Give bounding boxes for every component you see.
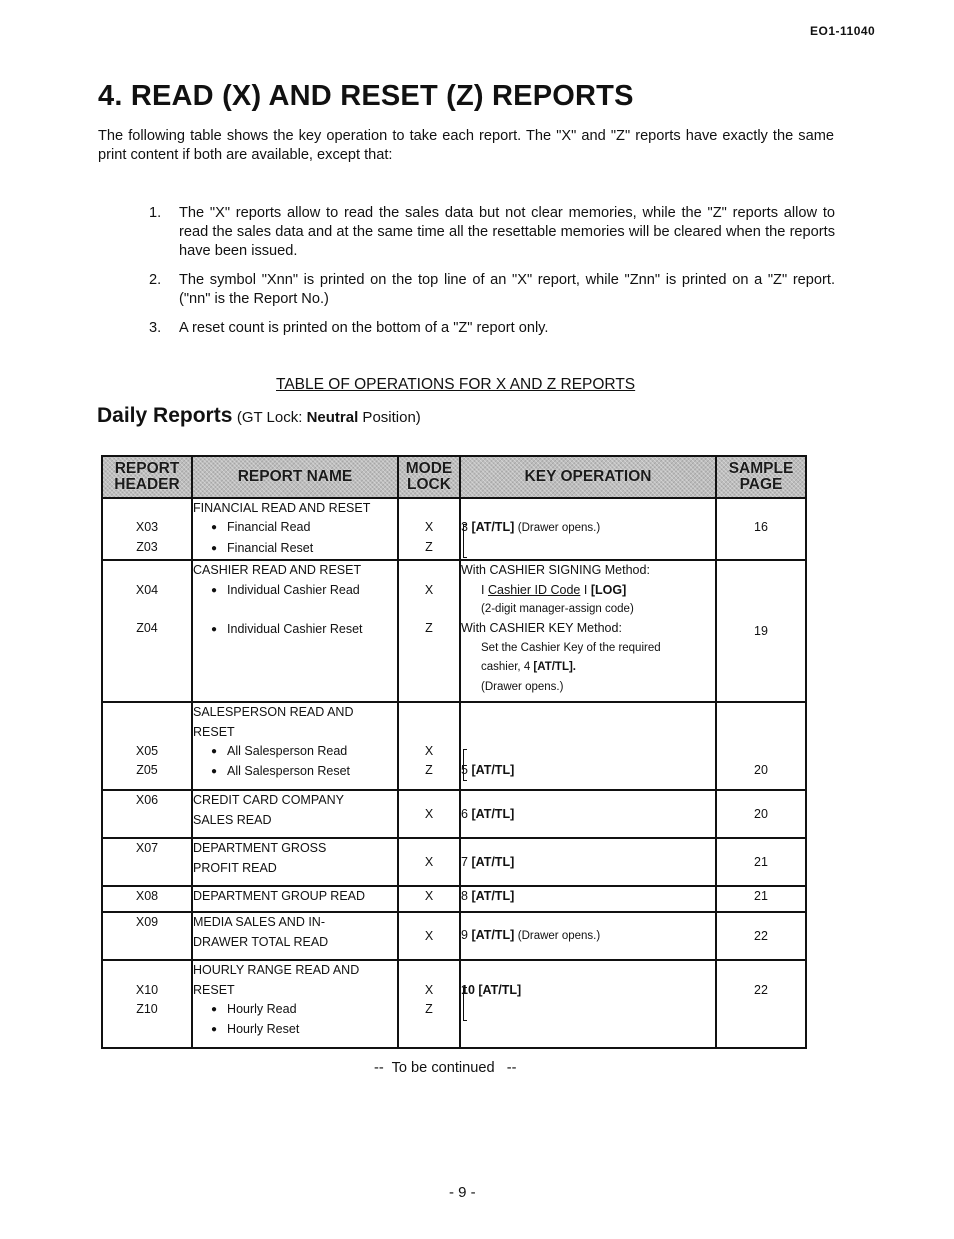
table-row: [102, 702, 806, 790]
report-name-cell: MEDIA SALES AND IN- DRAWER TOTAL READ: [192, 912, 398, 960]
report-name-cell: DEPARTMENT GROUP READ: [192, 886, 398, 912]
page-title: 4. READ (X) AND RESET (Z) REPORTS: [98, 80, 634, 112]
table-row: [102, 838, 806, 886]
table-row: [102, 912, 806, 960]
sample-page-cell: 16: [716, 498, 806, 560]
key-operation-cell: 5 [AT/TL]: [460, 702, 716, 790]
mode-lock-cell: X Z: [398, 498, 460, 560]
table-row: [102, 960, 806, 1048]
sample-page-cell: 20: [716, 790, 806, 838]
section-subtitle: (GT Lock: Neutral Position): [236, 409, 421, 426]
key-operation-cell: With CASHIER SIGNING Method: I Cashier ID Code I [LOG] (2-digit manager-assign code) With CASHIER KEY Method: Set the Cashier Key of the required cashier, 4 [AT/TL]. (Drawer opens.): [460, 560, 716, 702]
page-number: - 9 -: [449, 1184, 476, 1201]
sample-page-cell: 22: [716, 912, 806, 960]
report-name-cell: FINANCIAL READ AND RESET ● Financial Read ● Financial Reset: [192, 498, 398, 560]
report-header-cell: X07: [102, 838, 192, 886]
mode-lock-cell: X: [398, 838, 460, 886]
sample-page-cell: 19: [716, 560, 806, 702]
header-report-header: REPORT HEADER: [102, 456, 192, 498]
report-name-cell: DEPARTMENT GROSS PROFIT READ: [192, 838, 398, 886]
sample-page-cell: 21: [716, 886, 806, 912]
list-item-text: The "X" reports allow to read the sales data but not clear memories, while the "Z" reports allow to read the sales data and at the same time all the resettable memories will be cleared when the reports have been issued.: [179, 205, 835, 259]
header-report-name: REPORT NAME: [192, 456, 398, 498]
report-header-cell: X10 Z10: [102, 960, 192, 1048]
key-operation-cell: 7 [AT/TL]: [460, 838, 716, 886]
section-heading: [97, 404, 421, 428]
header-key-operation: KEY OPERATION: [460, 456, 716, 498]
report-header-cell: X05 Z05: [102, 702, 192, 790]
sample-page-cell: 20: [716, 702, 806, 790]
list-item: [145, 271, 835, 309]
list-item-number: 1.: [149, 205, 162, 221]
report-header-cell: X03 Z03: [102, 498, 192, 560]
report-name-cell: CREDIT CARD COMPANY SALES READ: [192, 790, 398, 838]
key-operation-cell: 9 [AT/TL] (Drawer opens.): [460, 912, 716, 960]
mode-lock-cell: X: [398, 912, 460, 960]
report-name-cell: SALESPERSON READ AND RESET ● All Salesperson Read ● All Salesperson Reset: [192, 702, 398, 790]
bracket-icon: [463, 749, 467, 781]
sample-page-cell: 22: [716, 960, 806, 1048]
bracket-icon: [463, 524, 467, 558]
report-header-cell: X08: [102, 886, 192, 912]
list-item-number: 3.: [149, 320, 162, 336]
key-operation-cell: 10 [AT/TL]: [460, 960, 716, 1048]
list-item-text: A reset count is printed on the bottom of a "Z" report only.: [179, 320, 549, 336]
intro-paragraph: The following table shows the key operation to take each report. The "X" and "Z" reports have exactly the same print content if both are available, except that:: [98, 128, 834, 163]
mode-lock-cell: X: [398, 790, 460, 838]
table-header-row: [102, 456, 806, 498]
key-operation-cell: 8 [AT/TL]: [460, 886, 716, 912]
table-row: [102, 790, 806, 838]
report-name-cell: CASHIER READ AND RESET ● Individual Cashier Read ● Individual Cashier Reset: [192, 560, 398, 702]
list-item-number: 2.: [149, 272, 162, 288]
report-name-cell: HOURLY RANGE READ AND RESET ● Hourly Read ● Hourly Reset: [192, 960, 398, 1048]
table-row: [102, 498, 806, 560]
list-item: [145, 319, 835, 338]
report-header-cell: X09: [102, 912, 192, 960]
operations-table: [101, 455, 807, 1049]
sample-page-cell: 21: [716, 838, 806, 886]
header-mode-lock: MODE LOCK: [398, 456, 460, 498]
list-item-text: The symbol "Xnn" is printed on the top line of an "X" report, while "Znn" is printed on a "Z" report. ("nn" is the Report No.): [179, 272, 835, 307]
mode-lock-cell: X Z: [398, 702, 460, 790]
mode-lock-cell: X Z: [398, 960, 460, 1048]
header-sample-page: SAMPLE PAGE: [716, 456, 806, 498]
mode-lock-cell: X Z: [398, 560, 460, 702]
report-header-cell: X04 Z04: [102, 560, 192, 702]
key-operation-cell: 3 [AT/TL] (Drawer opens.): [460, 498, 716, 560]
table-row: [102, 560, 806, 702]
bracket-icon: [463, 987, 467, 1021]
report-header-cell: X06: [102, 790, 192, 838]
key-operation-cell: 6 [AT/TL]: [460, 790, 716, 838]
list-item: [145, 204, 835, 261]
continued-note: -- To be continued --: [374, 1060, 517, 1076]
rules-list: [145, 204, 835, 348]
table-row: [102, 886, 806, 912]
mode-lock-cell: X: [398, 886, 460, 912]
section-title: Daily Reports: [97, 404, 233, 427]
document-number: EO1-11040: [810, 24, 876, 38]
table-caption: TABLE OF OPERATIONS FOR X AND Z REPORTS: [276, 376, 636, 393]
